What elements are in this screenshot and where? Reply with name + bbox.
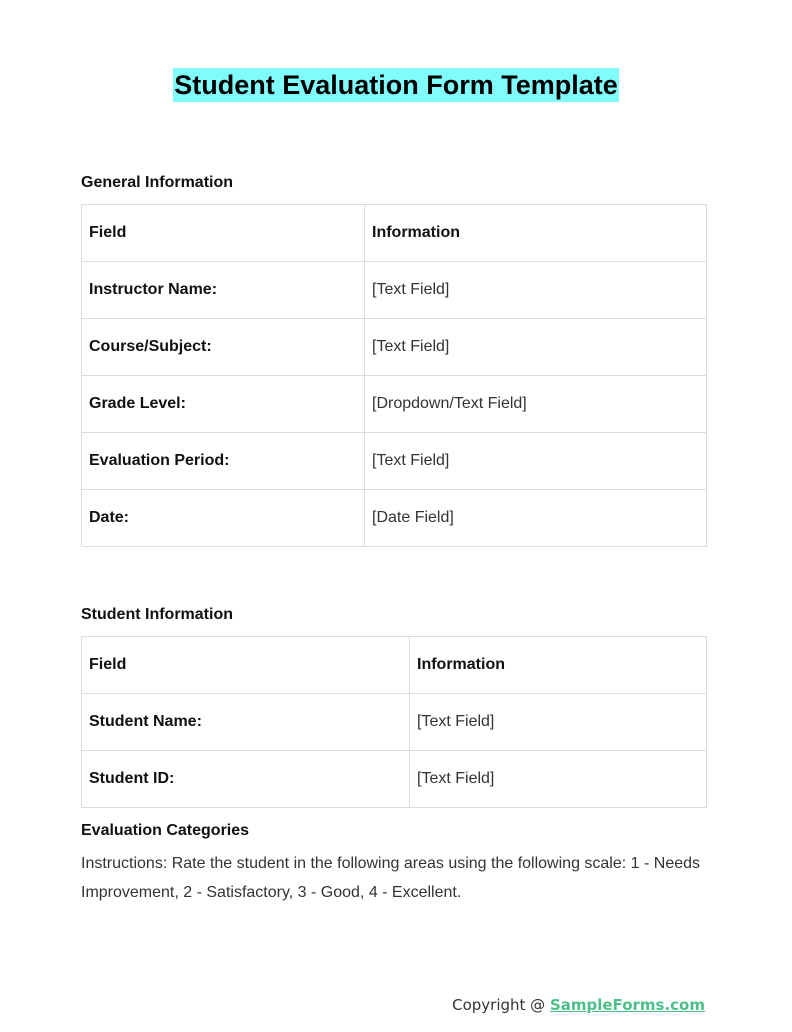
column-header-field: Field (82, 637, 410, 694)
evaluation-period-field[interactable]: [Text Field] (365, 433, 707, 490)
field-label: Student ID: (82, 751, 410, 808)
table-row (82, 433, 707, 490)
student-information-heading: Student Information (81, 606, 233, 623)
column-header-information: Information (365, 205, 707, 262)
field-label: Instructor Name: (82, 262, 365, 319)
field-label: Grade Level: (82, 376, 365, 433)
table-header-row (82, 205, 707, 262)
table-row (82, 262, 707, 319)
footer (452, 996, 705, 1014)
field-label: Course/Subject: (82, 319, 365, 376)
table-header-row (82, 637, 707, 694)
instructor-name-field[interactable]: [Text Field] (365, 262, 707, 319)
table-row (82, 694, 707, 751)
field-label: Evaluation Period: (82, 433, 365, 490)
student-information-table (81, 636, 707, 808)
evaluation-categories-heading: Evaluation Categories (81, 822, 250, 839)
grade-level-field[interactable]: [Dropdown/Text Field] (365, 376, 707, 433)
table-row (82, 319, 707, 376)
field-label: Student Name: (82, 694, 410, 751)
evaluation-instructions: Instructions: Rate the student in the following areas using the following scale: 1 - Needs Improvement, 2 - Satisfactory, 3 - Good, 4 - Excellent. (81, 855, 701, 901)
copyright-text: Copyright @ (452, 996, 550, 1014)
general-information-heading: General Information (81, 174, 234, 191)
page-title: Student Evaluation Form Template (174, 70, 618, 100)
column-header-information: Information (410, 637, 707, 694)
date-field[interactable]: [Date Field] (365, 490, 707, 547)
student-id-field[interactable]: [Text Field] (410, 751, 707, 808)
sampleforms-link[interactable]: SampleForms.com (549, 996, 705, 1014)
table-row (82, 751, 707, 808)
field-label: Date: (82, 490, 365, 547)
table-row (82, 490, 707, 547)
table-row (82, 376, 707, 433)
student-name-field[interactable]: [Text Field] (410, 694, 707, 751)
column-header-field: Field (82, 205, 365, 262)
title-container (0, 68, 792, 102)
course-subject-field[interactable]: [Text Field] (365, 319, 707, 376)
general-information-table (81, 204, 707, 547)
